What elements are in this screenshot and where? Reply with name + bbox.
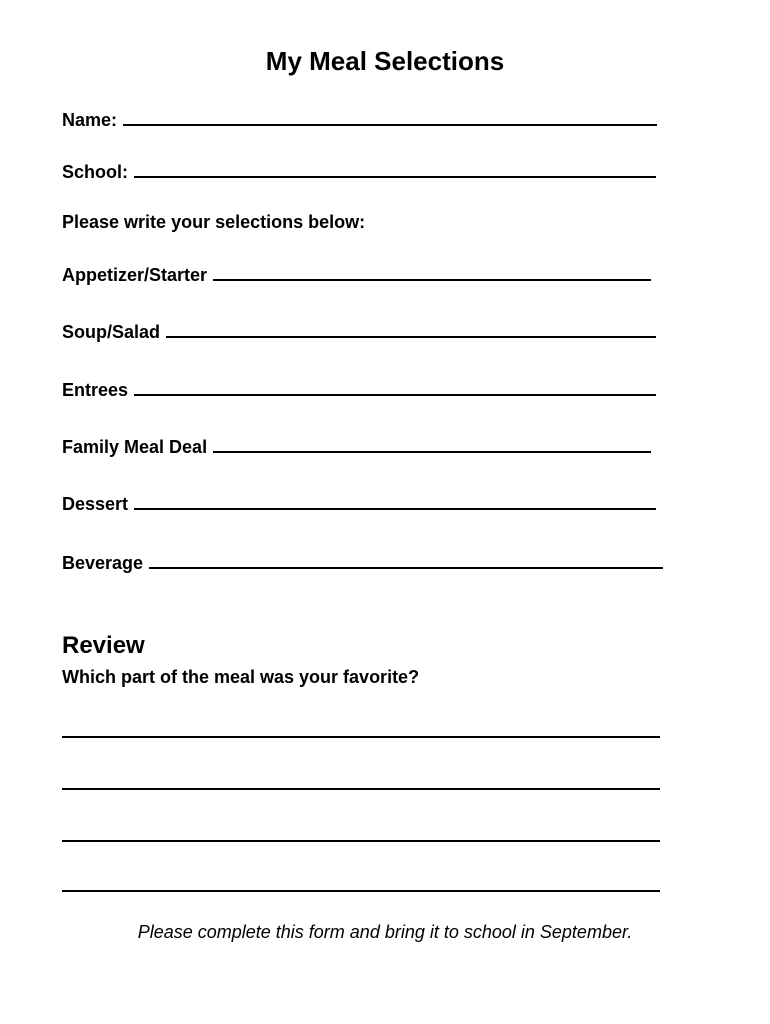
review-answer-line[interactable] bbox=[62, 840, 660, 842]
appetizer-field[interactable] bbox=[213, 263, 651, 281]
school-label: School: bbox=[62, 162, 128, 182]
soup-salad-label: Soup/Salad bbox=[62, 322, 161, 342]
family-meal-label: Family Meal Deal bbox=[62, 437, 208, 457]
appetizer-label: Appetizer/Starter bbox=[62, 265, 208, 285]
beverage-row bbox=[62, 551, 663, 574]
name-field[interactable] bbox=[123, 108, 657, 126]
review-answer-line[interactable] bbox=[62, 736, 660, 738]
soup-salad-field[interactable] bbox=[166, 320, 656, 338]
name-row bbox=[62, 108, 657, 131]
family-meal-field[interactable] bbox=[213, 435, 651, 453]
review-answer-line[interactable] bbox=[62, 890, 660, 892]
instructions-text: Please write your selections below: bbox=[62, 212, 366, 232]
name-label: Name: bbox=[62, 110, 118, 130]
review-question: Which part of the meal was your favorite? bbox=[62, 667, 420, 687]
review-heading: Review bbox=[62, 632, 145, 659]
dessert-label: Dessert bbox=[62, 494, 129, 514]
beverage-field[interactable] bbox=[149, 551, 663, 569]
review-answer-line[interactable] bbox=[62, 788, 660, 790]
appetizer-row bbox=[62, 263, 651, 286]
dessert-row bbox=[62, 492, 656, 515]
entrees-row bbox=[62, 378, 656, 401]
school-row bbox=[62, 160, 656, 183]
entrees-label: Entrees bbox=[62, 380, 129, 400]
school-field[interactable] bbox=[134, 160, 656, 178]
beverage-label: Beverage bbox=[62, 553, 144, 573]
page-title: My Meal Selections bbox=[265, 46, 505, 76]
dessert-field[interactable] bbox=[134, 492, 656, 510]
entrees-field[interactable] bbox=[134, 378, 656, 396]
soup-salad-row bbox=[62, 320, 656, 343]
family-meal-row bbox=[62, 435, 651, 458]
footer-note: Please complete this form and bring it to school in September. bbox=[137, 922, 633, 942]
